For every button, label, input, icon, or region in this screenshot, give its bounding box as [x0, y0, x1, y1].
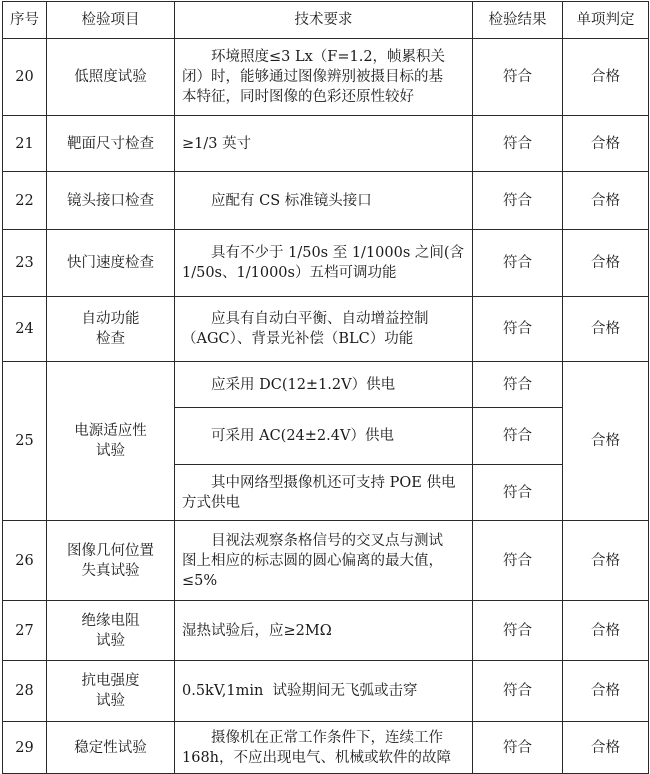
row-no: 29 — [3, 722, 47, 774]
row-result: 符合 — [473, 601, 563, 661]
row-item: 镜头接口检查 — [47, 172, 175, 230]
row-verdict: 合格 — [563, 661, 649, 722]
row-verdict: 合格 — [563, 116, 649, 172]
row-item: 稳定性试验 — [47, 722, 175, 774]
row-requirement: 0.5kV,1min 试验期间无飞弧或击穿 — [175, 661, 473, 722]
row-no: 24 — [3, 297, 47, 362]
row-no: 25 — [3, 362, 47, 521]
row-no: 27 — [3, 601, 47, 661]
header-item: 检验项目 — [47, 2, 175, 39]
header-verdict: 单项判定 — [563, 2, 649, 39]
row-result: 符合 — [473, 465, 563, 521]
row-result: 符合 — [473, 116, 563, 172]
table-row — [3, 362, 649, 408]
header-no: 序号 — [3, 2, 47, 39]
row-verdict: 合格 — [563, 297, 649, 362]
table-row — [3, 230, 649, 297]
row-verdict: 合格 — [563, 722, 649, 774]
row-result: 符合 — [473, 722, 563, 774]
row-item: 低照度试验 — [47, 39, 175, 116]
row-requirement: 可采用 AC(24±2.4V）供电 — [175, 408, 473, 465]
row-item: 抗电强度 试验 — [47, 661, 175, 722]
row-no: 26 — [3, 521, 47, 601]
row-no: 21 — [3, 116, 47, 172]
row-result: 符合 — [473, 661, 563, 722]
table-row — [3, 39, 649, 116]
row-verdict: 合格 — [563, 521, 649, 601]
row-verdict: 合格 — [563, 172, 649, 230]
table-row — [3, 172, 649, 230]
table-row — [3, 601, 649, 661]
row-requirement: 环境照度≤3 Lx（F=1.2，帧累积关 闭）时，能够通过图像辨别被摄目标的基 本特征，同时图像的色彩还原性较好 — [175, 39, 473, 116]
row-requirement: 具有不少于 1/50s 至 1/1000s 之间(含 1/50s、1/1000s）五档可调功能 — [175, 230, 473, 297]
row-result: 符合 — [473, 39, 563, 116]
row-verdict: 合格 — [563, 39, 649, 116]
row-result: 符合 — [473, 230, 563, 297]
inspection-table — [2, 1, 649, 774]
row-requirement: 应具有自动白平衡、自动增益控制 （AGC）、背景光补偿（BLC）功能 — [175, 297, 473, 362]
row-requirement: 目视法观察条格信号的交叉点与测试 图上相应的标志圆的圆心偏离的最大值， ≤5% — [175, 521, 473, 601]
table-row — [3, 297, 649, 362]
table-row — [3, 661, 649, 722]
row-requirement: 应配有 CS 标准镜头接口 — [175, 172, 473, 230]
row-verdict: 合格 — [563, 362, 649, 521]
row-result: 符合 — [473, 408, 563, 465]
row-no: 20 — [3, 39, 47, 116]
row-result: 符合 — [473, 362, 563, 408]
row-no: 23 — [3, 230, 47, 297]
row-item: 靶面尺寸检查 — [47, 116, 175, 172]
row-item: 绝缘电阻 试验 — [47, 601, 175, 661]
row-result: 符合 — [473, 521, 563, 601]
row-item: 图像几何位置 失真试验 — [47, 521, 175, 601]
row-verdict: 合格 — [563, 601, 649, 661]
header-result: 检验结果 — [473, 2, 563, 39]
row-requirement: 湿热试验后，应≥2MΩ — [175, 601, 473, 661]
row-requirement: 其中网络型摄像机还可支持 POE 供电 方式供电 — [175, 465, 473, 521]
row-verdict: 合格 — [563, 230, 649, 297]
table-row — [3, 521, 649, 601]
row-no: 22 — [3, 172, 47, 230]
header-requirement: 技术要求 — [175, 2, 473, 39]
row-result: 符合 — [473, 172, 563, 230]
header-row — [3, 2, 649, 39]
table-row — [3, 116, 649, 172]
row-item: 快门速度检查 — [47, 230, 175, 297]
row-item: 电源适应性 试验 — [47, 362, 175, 521]
table-row — [3, 722, 649, 774]
row-no: 28 — [3, 661, 47, 722]
row-requirement: 应采用 DC(12±1.2V）供电 — [175, 362, 473, 408]
row-requirement: 摄像机在正常工作条件下，连续工作 168h，不应出现电气、机械或软件的故障 — [175, 722, 473, 774]
row-result: 符合 — [473, 297, 563, 362]
row-requirement: ≥1/3 英寸 — [175, 116, 473, 172]
row-item: 自动功能 检查 — [47, 297, 175, 362]
